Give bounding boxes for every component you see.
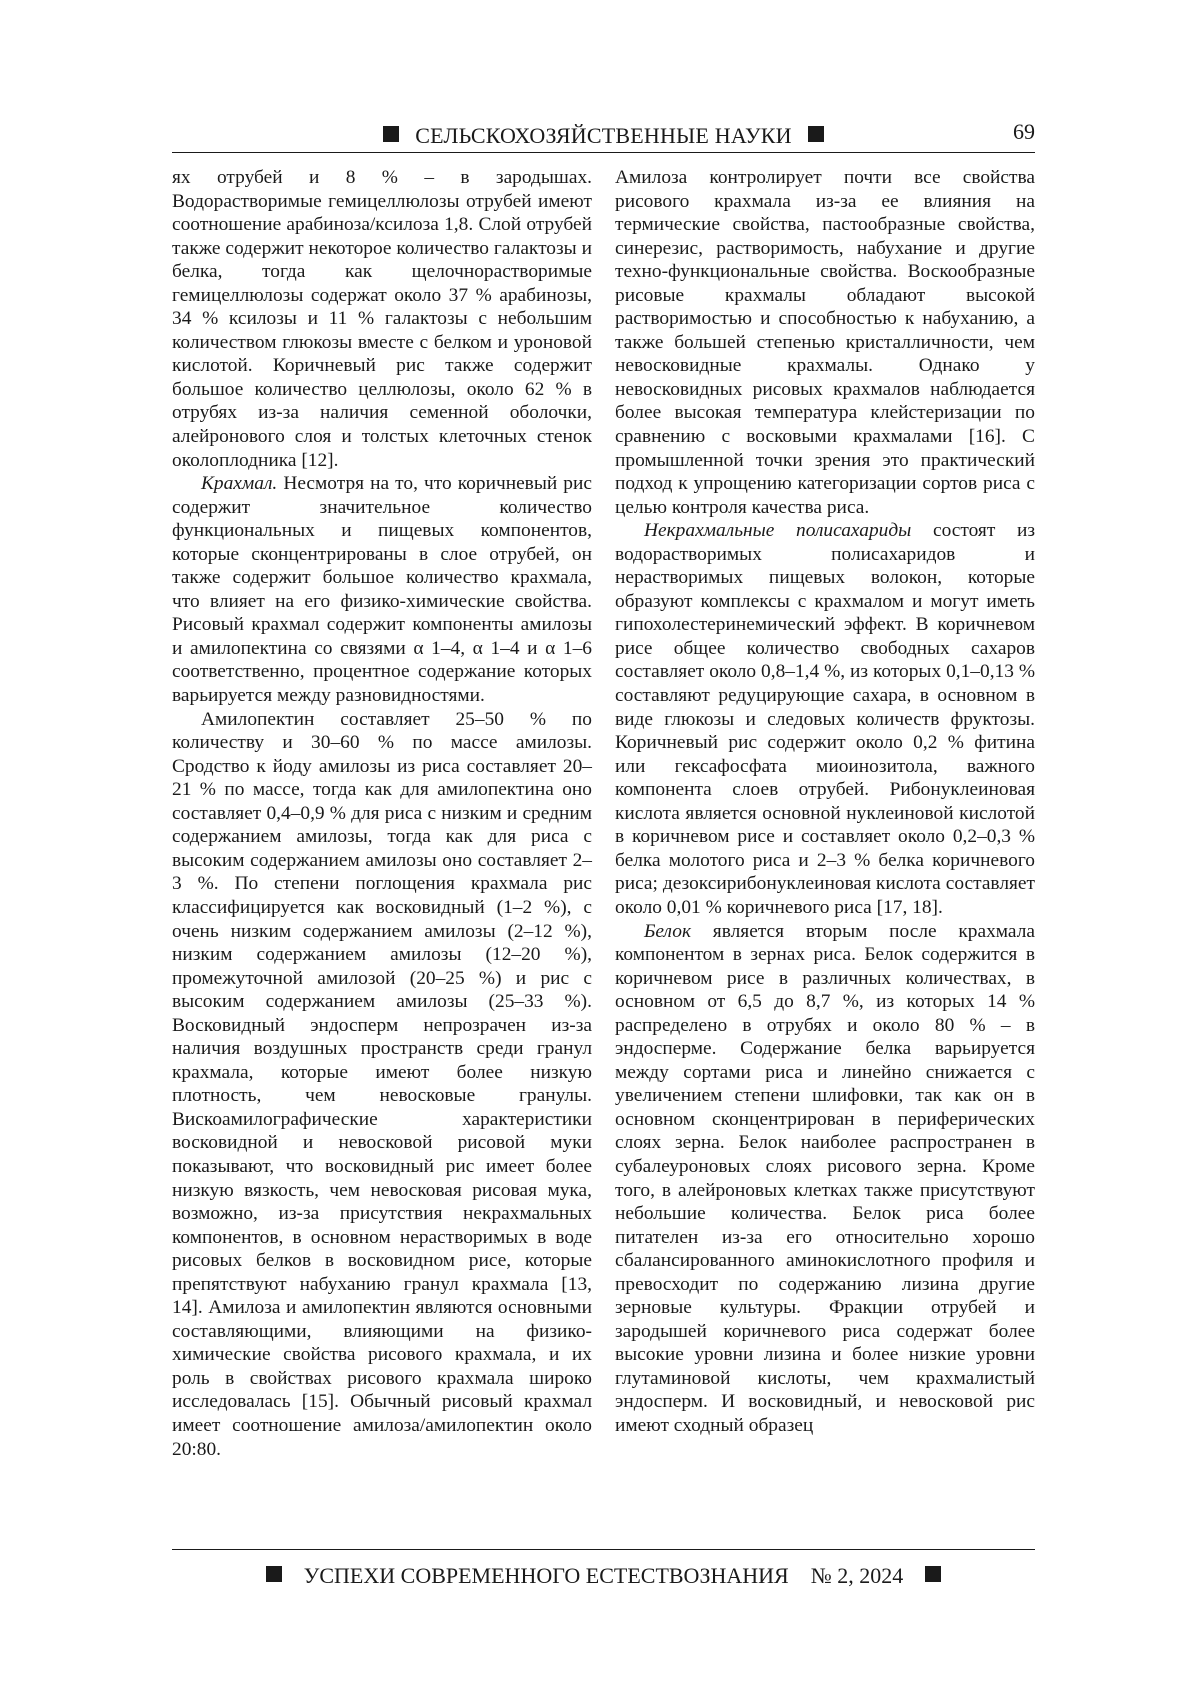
journal-name: УСПЕХИ СОВРЕМЕННОГО ЕСТЕСТВОЗНАНИЯ xyxy=(303,1563,789,1588)
left-column xyxy=(172,166,592,1461)
right-column xyxy=(615,166,1035,1438)
issue-number: № 2, 2024 xyxy=(810,1563,904,1588)
paragraph-amylose: Амилоза контролирует почти все свойства рисового крахмала из-за ее влияния на термические свойства, пастообразные свойства, синерезис, растворимость, набухание и другие техно-функциональные свойства. Воскообразные рисовые крахмалы обладают высокой растворимостью и способностью к набуханию, а также большей степенью кристалличности, чем невосковидные крахмалы. Однако у невосковидных рисовых крахмалов наблюдается более высокая температура клейстеризации по сравнению с восковыми крахмалами [16]. С промышленной точки зрения это практический подход к упрощению категоризации сортов риса с целью контроля качества риса. xyxy=(615,167,1035,518)
section-title-starch: Крахмал. xyxy=(201,473,278,495)
paragraph-amylopectin: Амилопектин составляет 25–50 % по количеству и 30–60 % по массе амилозы. Сродство к йоду амилозы из риса составляет 20–21 % по массе, тогда как для амилопектина оно составляет 0,4–0,9 % для риса с низким и средним содержанием амилозы, тогда как для риса с высоким содержанием амилозы оно составляет 2–3 %. По степени поглощения крахмала рис классифицируется как восковидный (1–2 %), с очень низким содержанием амилозы (2–12 %), низким содержанием амилозы (12–20 %), промежуточной амилозой (20–25 %) и рис с высоким содержанием амилозы (25–33 %). Восковидный эндосперм непрозрачен из-за наличия воздушных пространств среди гранул крахмала, которые имеют более низкую плотность, чем невосковые гранулы. Вискоамилографические характеристики восковидной и невосковой рисовой муки показывают, что восковидный рис имеет более низкую вязкость, чем невосковая рисовая мука, возможно, из-за присутствия некрахмальных компонентов, в основном нерастворимых в воде рисовых белков в восковидном рисе, которые препятствуют набуханию гранул крахмала [13, 14]. Амилоза и амилопектин являются основными составляющими, влияющими на физико-химические свойства рисового крахмала, и их роль в свойствах рисового крахмала широко исследовалась [15]. Обычный рисовый крахмал имеет соотношение амилоза/амилопектин около 20:80. xyxy=(172,708,592,1460)
square-bullet-icon xyxy=(266,1566,282,1582)
square-bullet-icon xyxy=(925,1566,941,1582)
square-bullet-icon xyxy=(383,126,399,142)
section-title-protein: Белок xyxy=(644,920,692,942)
running-title-line xyxy=(172,122,1035,150)
journal-line xyxy=(172,1562,1035,1590)
square-bullet-icon xyxy=(808,126,824,142)
running-footer xyxy=(172,1549,1035,1590)
section-title-polysaccharides: Некрахмальные полисахариды xyxy=(644,520,912,542)
page-number: 69 xyxy=(1013,119,1035,144)
paragraph-polysaccharides xyxy=(615,519,1035,919)
running-title: СЕЛЬСКОХОЗЯЙСТВЕННЫЕ НАУКИ xyxy=(415,123,792,148)
paragraph-text: является вторым после крахмала компонентом в зернах риса. Белок содержится в коричневом рисе в различных количествах, в основном от 6,5 до 8,7 %, из которых 14 % распределено в отрубях и около 80 % – в эндосперме. Содержание белка варьируется между сортами риса и линейно снижается с увеличением степени шлифовки, так как он в основном сконцентрирован в периферических слоях зерна. Белок наиболее распространен в субалеуроновых слоях рисового зерна. Кроме того, в алейроновых клетках также присутствуют небольшие количества. Белок риса более питателен из-за его относительно хорошо сбалансированного аминокислотного профиля и превосходит по содержанию лизина другие зерновые культуры. Фракции отрубей и зародышей коричневого риса содержат более высокие уровни лизина и более низкие уровни глутаминовой кислоты, чем крахмалистый эндосперм. И восковидный, и невосковой рис имеют сходный образец xyxy=(615,920,1035,1436)
paragraph-text: Несмотря на то, что коричневый рис содержит значительное количество функциональных и пищевых компонентов, которые сконцентрированы в слое отрубей, он также содержит большое количество крахмала, что влияет на его физико-химические свойства. Рисовый крахмал содержит компоненты амилозы и амилопектина со связями α 1–4, α 1–4 и α 1–6 соответственно, процентное содержание которых варьируется между разновидностями. xyxy=(172,473,592,707)
paragraph-protein xyxy=(615,920,1035,1438)
running-header xyxy=(172,119,1035,153)
paragraph: ях отрубей и 8 % – в зародышах. Водорастворимые гемицеллюлозы отрубей имеют соотношение арабиноза/ксилоза 1,8. Слой отрубей также содержит некоторое количество галактозы и белка, тогда как щелочнорастворимые гемицеллюлозы содержат около 37 % арабинозы, 34 % ксилозы и 11 % галактозы с небольшим количеством глюкозы вместе с белком и уроновой кислотой. Коричневый рис также содержит большое количество целлюлозы, около 62 % в отрубях из-за наличия семенной оболочки, алейронового слоя и толстых клеточных стенок околоплодника [12]. xyxy=(172,167,592,471)
paragraph-text: состоят из водорастворимых полисахаридов и нерастворимых пищевых волокон, которые образуют комплексы с крахмалом и могут иметь гипохолестеринемический эффект. В коричневом рисе общее количество свободных сахаров составляет около 0,8–1,4 %, из которых 0,1–0,13 % составляют редуцирующие сахара, в основном в виде глюкозы и следовых количеств фруктозы. Коричневый рис содержит около 0,2 % фитина или гексафосфата миоинозитола, важного компонента слоев отрубей. Рибонуклеиновая кислота является основной нуклеиновой кислотой в коричневом рисе и составляет около 0,2–0,3 % белка молотого риса и 2–3 % белка коричневого риса; дезоксирибонуклеиновая кислота составляет около 0,01 % коричневого риса [17, 18]. xyxy=(615,520,1036,918)
paragraph-starch xyxy=(172,472,592,707)
